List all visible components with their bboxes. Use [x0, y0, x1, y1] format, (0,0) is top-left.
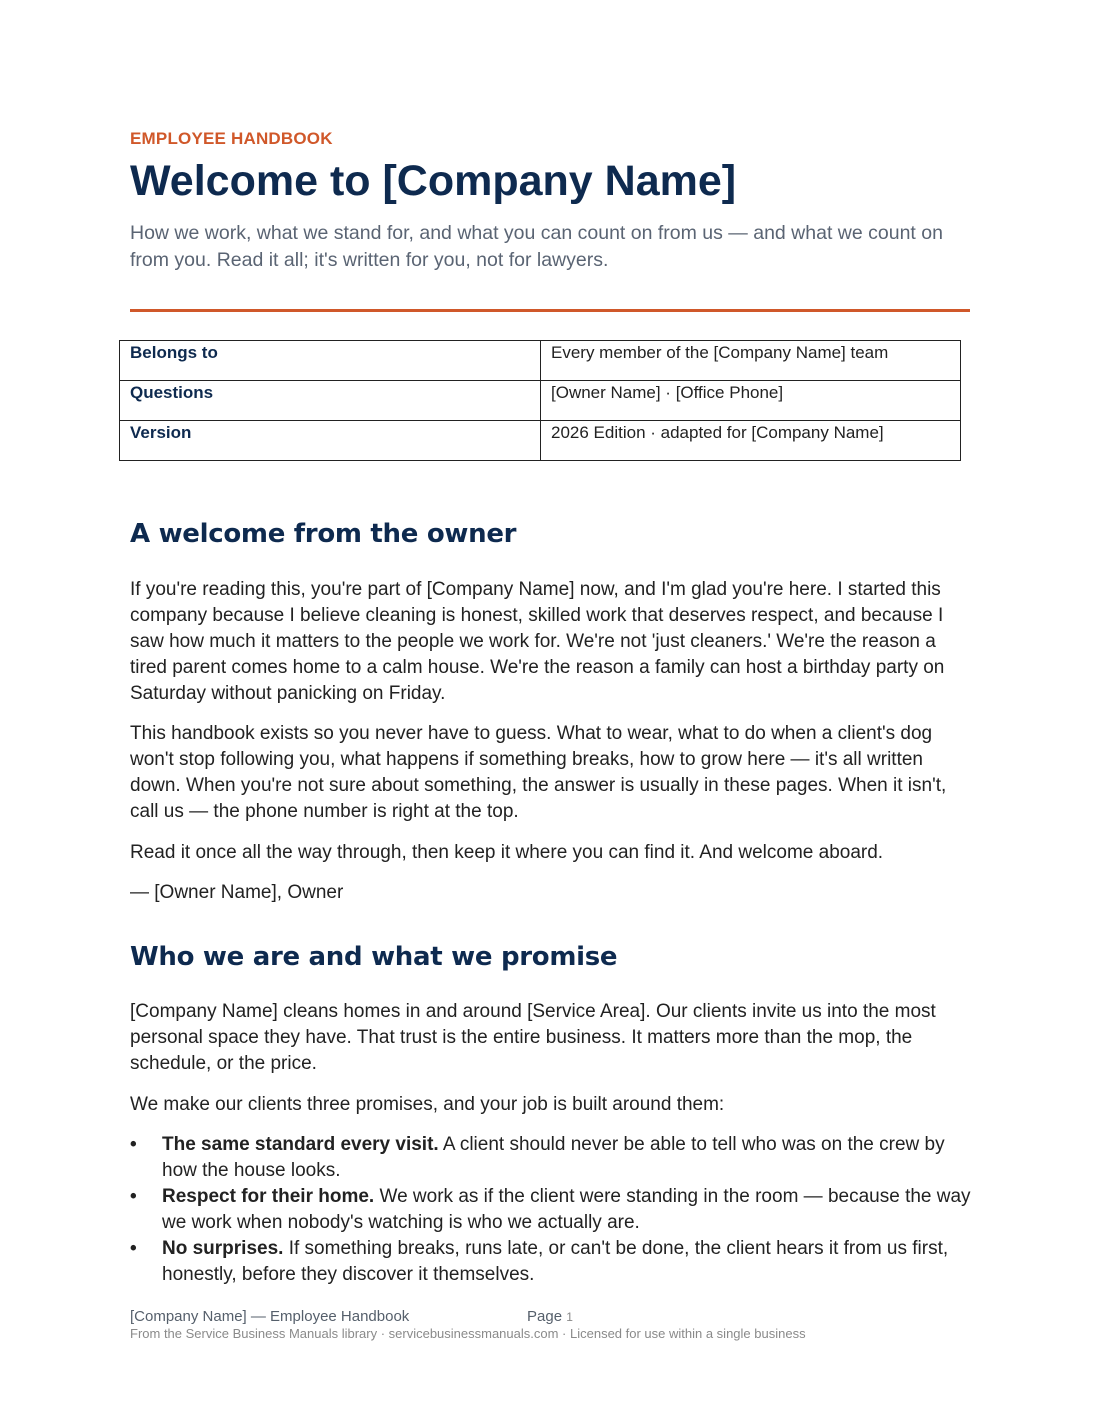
- info-value: [Owner Name] · [Office Phone]: [541, 381, 961, 421]
- list-item-lead: The same standard every visit.: [162, 1134, 439, 1155]
- table-row: [120, 341, 961, 381]
- welcome-paragraph: If you're reading this, you're part of [Company Name] now, and I'm glad you're here. I started this company because I believe cleaning is honest, skilled work that deserves respect, and because I saw how much it matters to the people we work for. We're not 'just cleaners.' We're the reason a tired parent comes home to a calm house. We're the reason a family can host a birthday party on Saturday without panicking on Friday.: [130, 579, 945, 704]
- header-divider: [130, 309, 970, 312]
- welcome-paragraph: Read it once all the way through, then keep it where you can find it. And welcome aboard.: [130, 842, 884, 863]
- section-heading-promise: Who we are and what we promise: [130, 942, 618, 972]
- footer-page-indicator: [527, 1308, 573, 1325]
- list-item-text: We work as if the client were standing in the room — because the way we work when nobody's watching is who we actually are.: [162, 1186, 971, 1233]
- footer-library-note: From the Service Business Manuals library · servicebusinessmanuals.com · Licensed for use within a single business: [130, 1326, 806, 1341]
- document-info-table: [119, 340, 961, 461]
- footer-page-label: Page: [527, 1308, 563, 1325]
- footer-document-label: [Company Name] — Employee Handbook: [130, 1308, 410, 1325]
- info-key: Version: [120, 421, 541, 461]
- list-item: [130, 1236, 972, 1288]
- bullet-icon: •: [130, 1186, 137, 1207]
- info-key: Belongs to: [120, 341, 541, 381]
- page-title: Welcome to [Company Name]: [130, 157, 737, 205]
- footer-page-number: 1: [566, 1310, 573, 1324]
- info-value: 2026 Edition · adapted for [Company Name]: [541, 421, 961, 461]
- info-key: Questions: [120, 381, 541, 421]
- welcome-paragraph: This handbook exists so you never have to guess. What to wear, what to do when a client's dog won't stop following you, what happens if something breaks, how to grow here — it's all written down. When you're not sure about something, the answer is usually in these pages. When it isn't, call us — the phone number is right at the top.: [130, 723, 947, 822]
- section-heading-welcome: A welcome from the owner: [130, 519, 517, 549]
- document-eyebrow: EMPLOYEE HANDBOOK: [130, 129, 333, 148]
- list-item: [130, 1184, 972, 1236]
- info-value: Every member of the [Company Name] team: [541, 341, 961, 381]
- table-row: [120, 381, 961, 421]
- bullet-icon: •: [130, 1238, 137, 1259]
- promise-paragraph: [Company Name] cleans homes in and around [Service Area]. Our clients invite us into the most personal space they have. That trust is the entire business. It matters more than the mop, the schedule, or the price.: [130, 1001, 936, 1074]
- bullet-icon: •: [130, 1134, 137, 1155]
- list-item-text: If something breaks, runs late, or can't be done, the client hears it from us first, honestly, before they discover it themselves.: [162, 1238, 949, 1285]
- list-item-lead: No surprises.: [162, 1238, 284, 1259]
- page-subtitle: How we work, what we stand for, and what you can count on from us — and what we count on from you. Read it all; it's written for you, not for lawyers.: [130, 222, 943, 271]
- table-row: [120, 421, 961, 461]
- list-item-lead: Respect for their home.: [162, 1186, 375, 1207]
- owner-signature: — [Owner Name], Owner: [130, 882, 344, 903]
- promise-list: [130, 1132, 972, 1288]
- list-item-text: A client should never be able to tell who was on the crew by how the house looks.: [162, 1134, 945, 1181]
- promise-paragraph: We make our clients three promises, and your job is built around them:: [130, 1094, 725, 1115]
- list-item: [130, 1132, 972, 1184]
